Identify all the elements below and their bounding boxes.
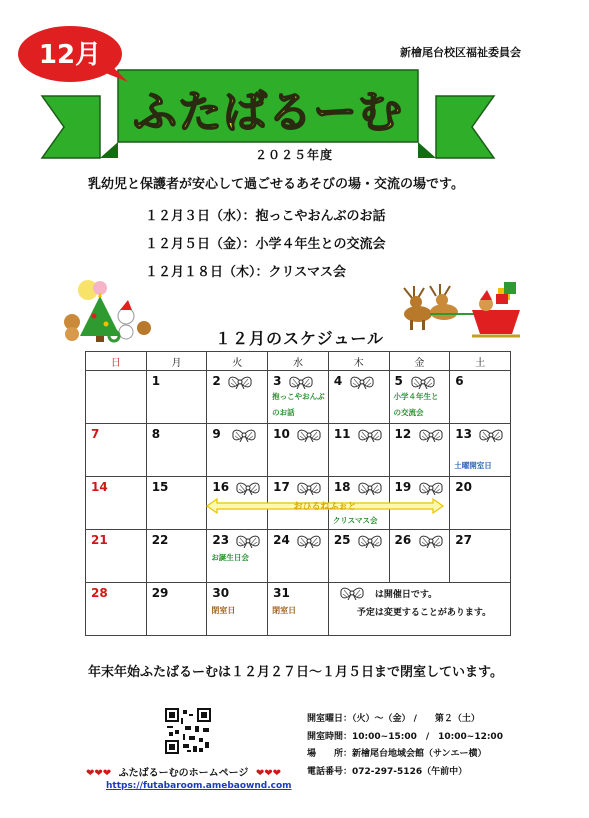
day-cell bbox=[146, 583, 207, 636]
day-number: 19 bbox=[394, 480, 412, 494]
day-cell bbox=[86, 424, 147, 477]
day-cell bbox=[146, 371, 207, 424]
qr-code bbox=[165, 708, 211, 754]
day-number: 13 bbox=[455, 427, 472, 441]
day-cell-open bbox=[268, 530, 329, 583]
event-hug-talk-cont: のお話 bbox=[272, 408, 295, 417]
day-cell-open bbox=[268, 424, 329, 477]
day-number: 10 bbox=[273, 427, 290, 441]
calendar-week-4 bbox=[86, 530, 511, 583]
reindeer-sleigh-illustration bbox=[400, 280, 524, 344]
homepage-label-row bbox=[86, 764, 281, 779]
event-exchange-cont: の交流会 bbox=[393, 408, 424, 417]
info-phone: 電話番号：072-297-5126（午前中） bbox=[307, 767, 468, 777]
day-number: 1 bbox=[151, 374, 161, 388]
event-hug-talk: 抱っこやおんぶ bbox=[272, 392, 325, 401]
day-cell-closed bbox=[268, 583, 329, 636]
day-cell-open bbox=[328, 424, 389, 477]
ribbon-bow-icon bbox=[478, 428, 504, 442]
day-number: 20 bbox=[455, 480, 472, 494]
nap-photo-label: おひるねふぉと bbox=[293, 502, 357, 512]
day-cell-open bbox=[389, 371, 450, 424]
day-cell-open bbox=[450, 424, 511, 477]
closing-notice: 年末年始ふたばるーむは１２月２７日～１月５日まで閉室しています。 bbox=[88, 665, 503, 680]
day-number: 28 bbox=[91, 586, 108, 600]
ribbon-bow-icon bbox=[296, 428, 322, 442]
day-number: 21 bbox=[91, 533, 108, 547]
day-number: 5 bbox=[394, 374, 403, 388]
day-number: 30 bbox=[212, 586, 230, 600]
day-cell bbox=[450, 530, 511, 583]
event-saturday-open: 土曜開室日 bbox=[454, 461, 492, 470]
day-number: 11 bbox=[333, 427, 351, 441]
day-cell bbox=[146, 530, 207, 583]
event-line-3: １２月１８日（木）：クリスマス会 bbox=[145, 265, 346, 280]
ribbon-bow-icon bbox=[339, 586, 365, 600]
day-number: 29 bbox=[151, 586, 169, 600]
ribbon-bow-icon bbox=[418, 534, 444, 548]
day-cell bbox=[450, 371, 511, 424]
christmas-tree-illustration bbox=[58, 278, 158, 344]
info-location: 場 所：新檜尾台地域会館（サンエー横） bbox=[307, 749, 487, 759]
day-number: 16 bbox=[212, 480, 230, 494]
day-cell-open bbox=[207, 530, 268, 583]
day-number: 12 bbox=[394, 427, 412, 441]
day-cell-open bbox=[207, 371, 268, 424]
weekday-wed: 水 bbox=[268, 352, 329, 371]
day-cell-open bbox=[389, 424, 450, 477]
ribbon-bow-icon bbox=[357, 481, 383, 495]
day-number: 9 bbox=[212, 427, 221, 441]
change-note: 予定は変更することがあります。 bbox=[356, 608, 492, 618]
day-number: 7 bbox=[91, 427, 100, 441]
day-number: 24 bbox=[273, 533, 290, 547]
calendar-week-1 bbox=[86, 371, 511, 424]
day-cell-open bbox=[328, 530, 389, 583]
day-number: 17 bbox=[273, 480, 290, 494]
event-birthday-party: お誕生日会 bbox=[211, 553, 249, 562]
day-number: 3 bbox=[273, 374, 282, 388]
day-number: 8 bbox=[151, 427, 161, 441]
day-cell bbox=[146, 477, 207, 530]
day-cell bbox=[86, 530, 147, 583]
day-cell-open bbox=[389, 530, 450, 583]
weekday-mon: 月 bbox=[146, 352, 207, 371]
schedule-title: １２月のスケジュール bbox=[215, 329, 385, 348]
month-badge: 12月 bbox=[38, 40, 102, 70]
day-number: 18 bbox=[333, 480, 351, 494]
day-cell-closed bbox=[207, 583, 268, 636]
day-number: 15 bbox=[151, 480, 169, 494]
day-cell-open bbox=[328, 371, 389, 424]
intro-text: 乳幼児と保護者が安心して過ごせるあそびの場・交流の場です。 bbox=[88, 177, 464, 192]
event-christmas-party: クリスマス会 bbox=[332, 516, 378, 525]
info-open-days: 開室曜日：（火）～（金） / 第２（土） bbox=[307, 714, 480, 724]
weekday-sun: 日 bbox=[86, 352, 147, 371]
day-cell-open bbox=[207, 424, 268, 477]
day-number: 26 bbox=[394, 533, 412, 547]
day-cell bbox=[86, 477, 147, 530]
ribbon-bow-icon bbox=[296, 481, 322, 495]
ribbon-bow-icon bbox=[410, 375, 436, 389]
day-number: 31 bbox=[273, 586, 290, 600]
ribbon-bow-icon bbox=[418, 428, 444, 442]
day-cell bbox=[86, 583, 147, 636]
event-line-2: １２月５日（金）：小学４年生との交流会 bbox=[145, 237, 386, 252]
calendar-week-2 bbox=[86, 424, 511, 477]
day-cell bbox=[146, 424, 207, 477]
day-cell-open bbox=[268, 371, 329, 424]
day-number: 23 bbox=[212, 533, 230, 547]
ribbon-bow-icon bbox=[357, 534, 383, 548]
ribbon-bow-icon bbox=[296, 534, 322, 548]
day-number: 22 bbox=[151, 533, 169, 547]
weekday-sat: 土 bbox=[450, 352, 511, 371]
calendar-week-5 bbox=[86, 583, 511, 636]
weekday-fri: 金 bbox=[389, 352, 450, 371]
weekday-tue: 火 bbox=[207, 352, 268, 371]
info-open-hours: 開室時間：10:00~15:00 / 10:00~12:00 bbox=[307, 732, 503, 742]
day-number: 6 bbox=[455, 374, 464, 388]
event-closed: 閉室日 bbox=[211, 606, 236, 615]
event-line-1: １２月３日（水）：抱っこやおんぶのお話 bbox=[145, 209, 386, 224]
ribbon-bow-icon bbox=[231, 428, 257, 442]
day-number: 27 bbox=[455, 533, 472, 547]
legend-note: は開催日です。 bbox=[374, 590, 438, 600]
ribbon-bow-icon bbox=[349, 375, 375, 389]
hearts-right-icon: ❤❤❤ bbox=[255, 768, 282, 779]
ribbon-bow-icon bbox=[288, 375, 314, 389]
day-number: 2 bbox=[212, 374, 221, 388]
day-number: 14 bbox=[91, 480, 108, 494]
day-number: 4 bbox=[333, 374, 343, 388]
ribbon-bow-icon bbox=[235, 534, 261, 548]
organization-name: 新檜尾台校区福祉委員会 bbox=[400, 46, 521, 59]
fiscal-year: ２０２５年度 bbox=[255, 148, 334, 162]
hearts-left-icon: ❤❤❤ bbox=[86, 768, 112, 779]
event-exchange: 小学４年生と bbox=[393, 392, 439, 401]
weekday-thu: 木 bbox=[328, 352, 389, 371]
day-number: 25 bbox=[333, 533, 351, 547]
ribbon-bow-icon bbox=[227, 375, 253, 389]
ribbon-bow-icon bbox=[357, 428, 383, 442]
homepage-label: ふたばるーむのホームページ bbox=[118, 768, 249, 779]
empty-cell bbox=[86, 371, 147, 424]
day-cell bbox=[450, 477, 511, 530]
homepage-link[interactable]: https://futabaroom.amebaownd.com bbox=[106, 781, 292, 791]
calendar-table bbox=[85, 351, 511, 636]
event-closed: 閉室日 bbox=[272, 606, 297, 615]
legend-cell bbox=[328, 583, 510, 636]
ribbon-bow-icon bbox=[235, 481, 261, 495]
weekday-header bbox=[86, 352, 511, 371]
ribbon-bow-icon bbox=[418, 481, 444, 495]
banner-title: ふたばるーむ bbox=[133, 87, 403, 138]
